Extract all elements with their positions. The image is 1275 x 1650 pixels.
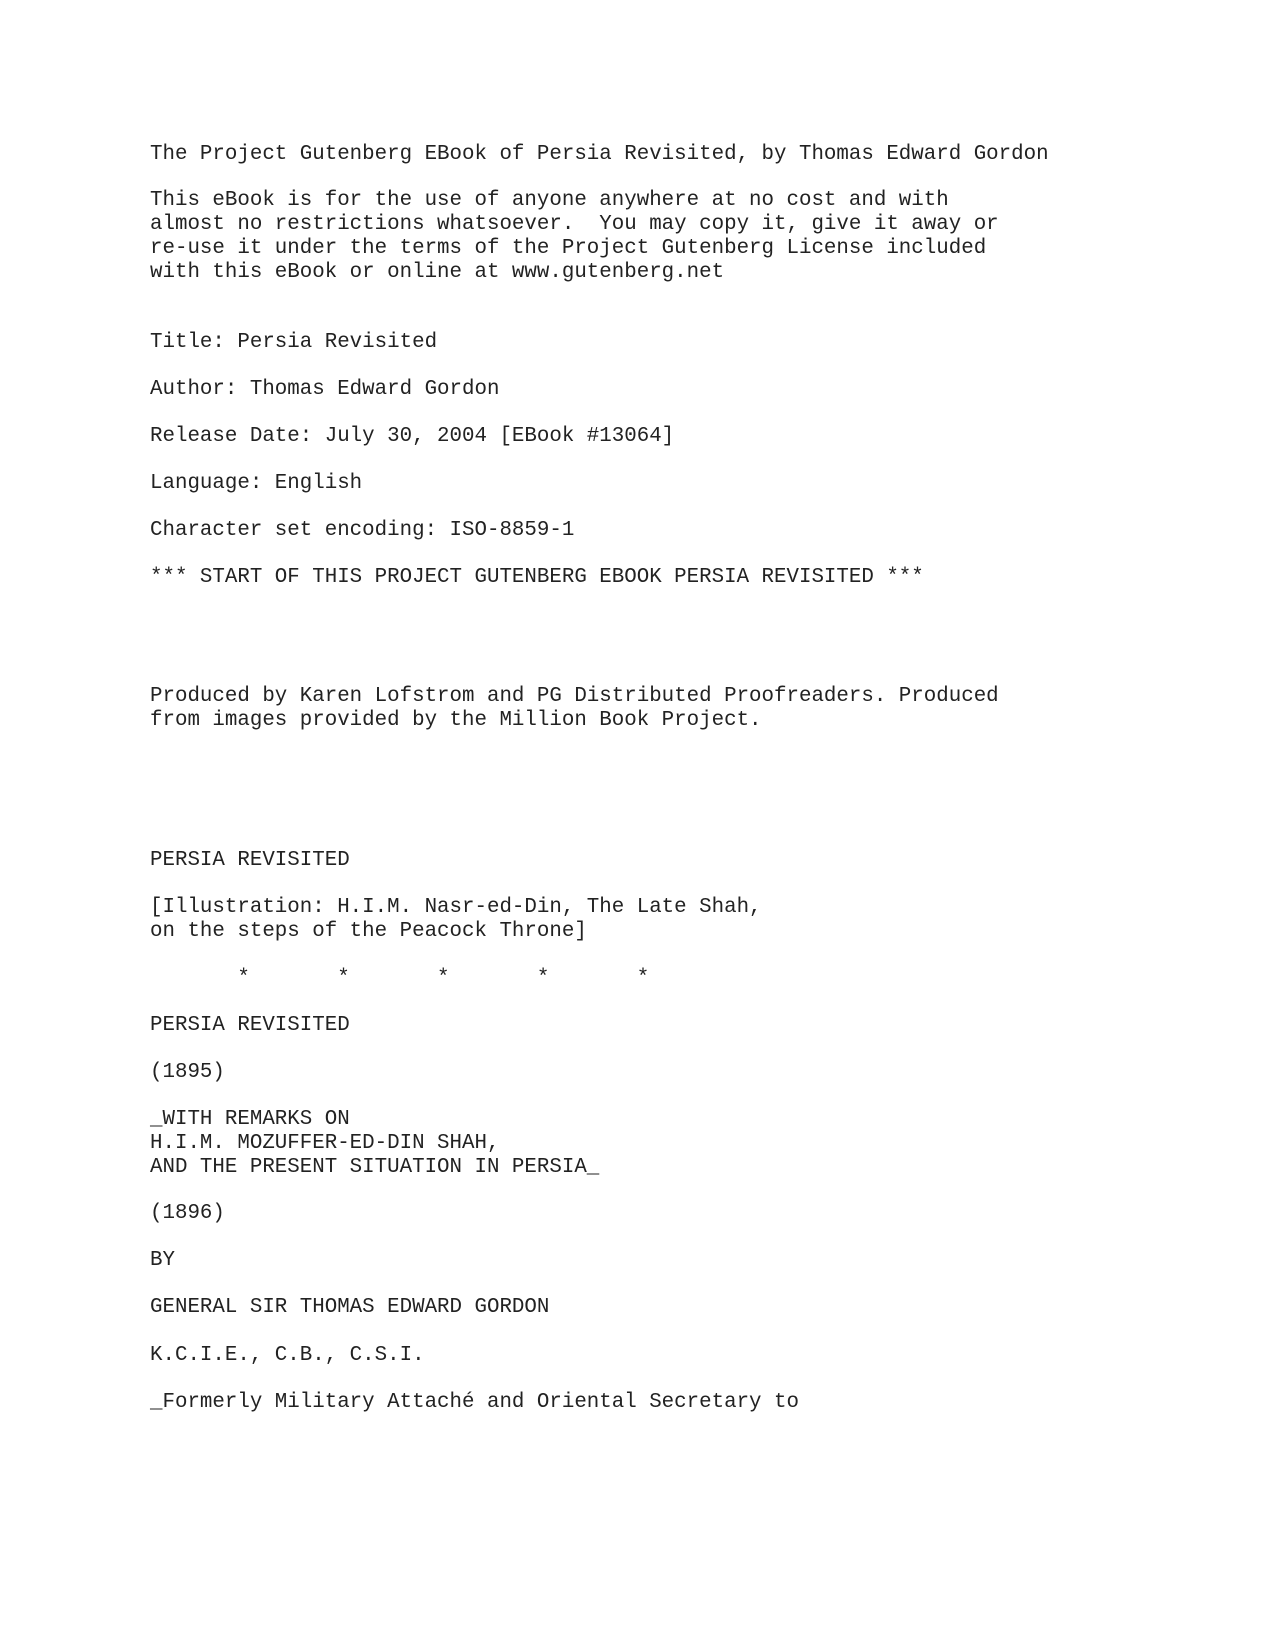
license-line-2: almost no restrictions whatsoever. You may copy it, give it away or [150,213,999,236]
formerly-line: _Formerly Military Attaché and Oriental Secretary to [150,1391,799,1414]
producer-line-2: from images provided by the Million Book Project. [150,709,762,732]
start-marker-line: *** START OF THIS PROJECT GUTENBERG EBOOK PERSIA REVISITED *** [150,566,924,589]
author-line: Author: Thomas Edward Gordon [150,378,500,401]
license-line-1: This eBook is for the use of anyone anywhere at no cost and with [150,189,949,212]
license-line-3: re-use it under the terms of the Project Gutenberg License included [150,237,987,260]
book-heading: PERSIA REVISITED [150,849,350,872]
by-line: BY [150,1249,175,1272]
license-line-4: with this eBook or online at www.gutenberg.net [150,261,725,284]
author-name-line: GENERAL SIR THOMAS EDWARD GORDON [150,1296,550,1319]
honours-line: K.C.I.E., C.B., C.S.I. [150,1344,425,1367]
remarks-line-1: _WITH REMARKS ON [150,1108,350,1131]
section-separator-stars: * * * * * [150,967,650,990]
title-line: Title: Persia Revisited [150,331,438,354]
year-1896: (1896) [150,1202,225,1225]
illustration-caption-line-2: on the steps of the Peacock Throne] [150,920,587,943]
encoding-line: Character set encoding: ISO-8859-1 [150,519,575,542]
remarks-line-2: H.I.M. MOZUFFER-ED-DIN SHAH, [150,1132,500,1155]
year-1895: (1895) [150,1061,225,1084]
ebook-header-line: The Project Gutenberg EBook of Persia Revisited, by Thomas Edward Gordon [150,143,1049,166]
illustration-caption-line-1: [Illustration: H.I.M. Nasr-ed-Din, The Late Shah, [150,896,762,919]
remarks-line-3: AND THE PRESENT SITUATION IN PERSIA_ [150,1156,600,1179]
language-line: Language: English [150,472,363,495]
book-heading-repeat: PERSIA REVISITED [150,1014,350,1037]
producer-line-1: Produced by Karen Lofstrom and PG Distributed Proofreaders. Produced [150,685,999,708]
release-date-line: Release Date: July 30, 2004 [EBook #13064] [150,425,675,448]
